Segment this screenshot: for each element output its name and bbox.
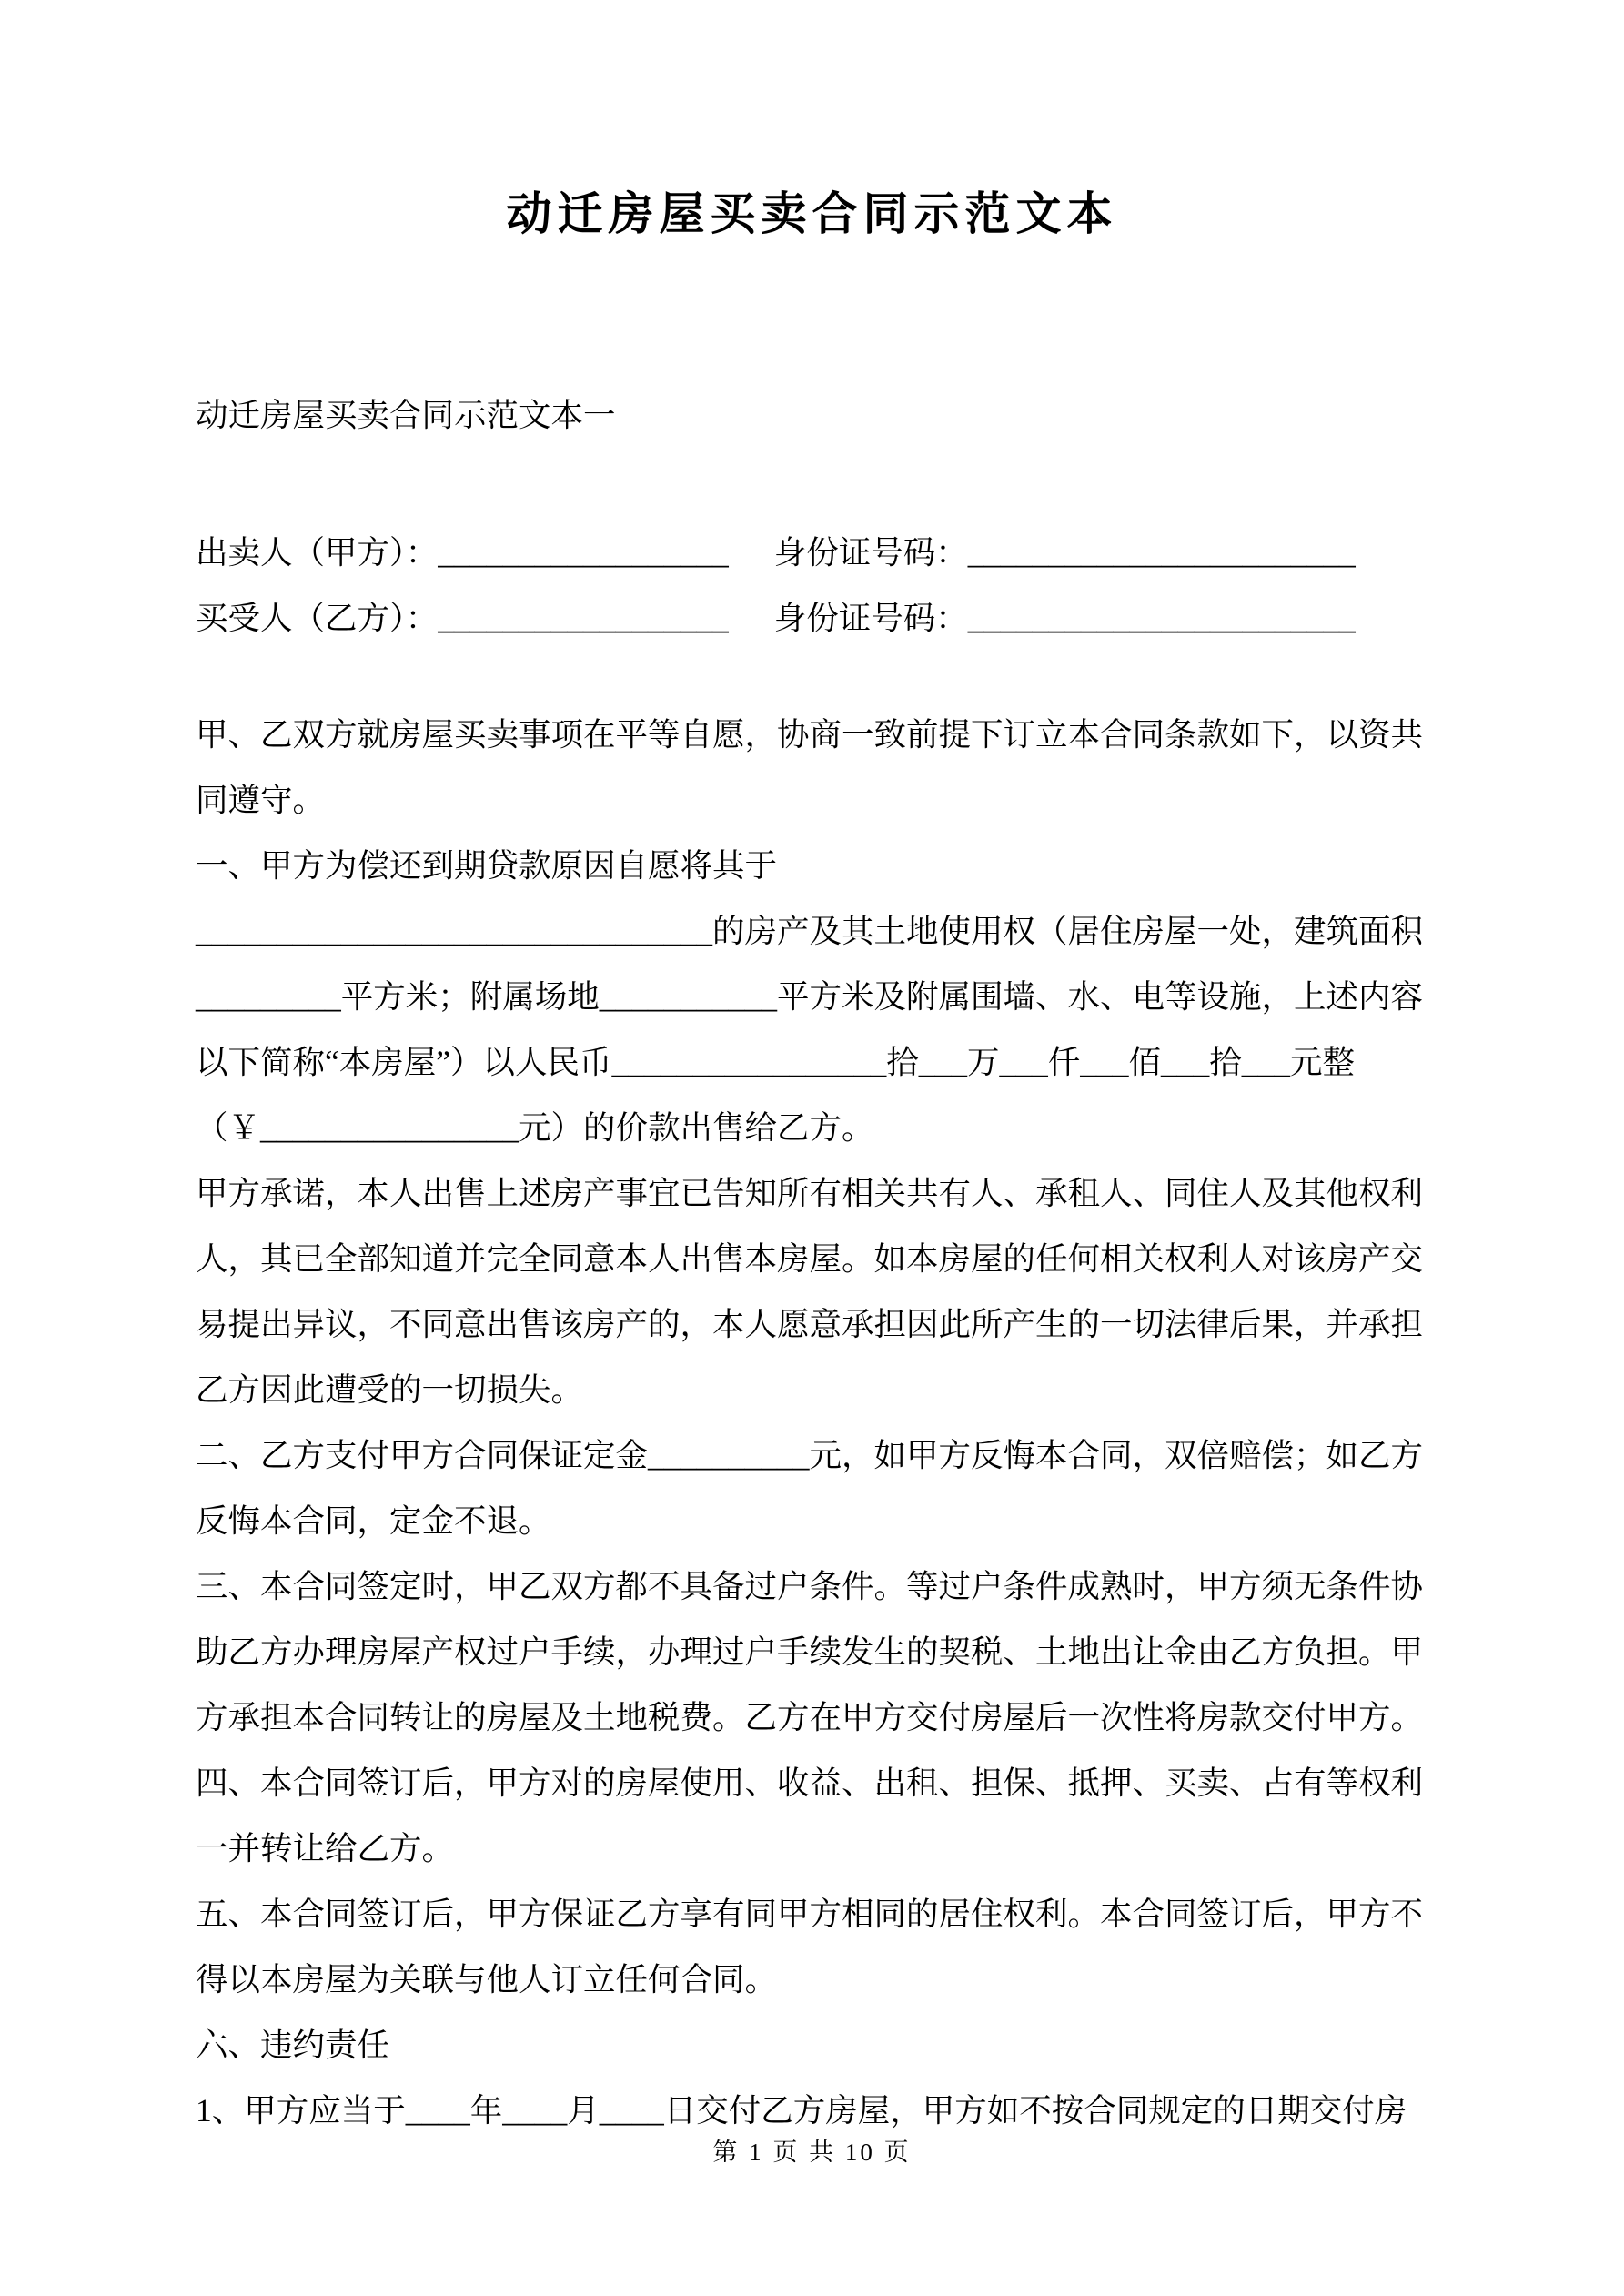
body-line: 三、本合同签定时，甲乙双方都不具备过户条件。等过户条件成熟时，甲方须无条件协 <box>196 1568 1424 1604</box>
buyer-row <box>0 585 1624 651</box>
body-line: 反悔本合同，定金不退。 <box>196 1502 551 1539</box>
body-line: 助乙方办理房屋产权过户手续，办理过户手续发生的契税、土地出让金由乙方负担。甲 <box>196 1633 1424 1670</box>
seller-label: 出卖人（甲方）： <box>196 534 439 571</box>
body-line: 四、本合同签订后，甲方对的房屋使用、收益、出租、担保、抵押、买卖、占有等权利 <box>196 1765 1424 1801</box>
body-line: 六、违约责任 <box>196 2027 390 2063</box>
body-line: 方承担本合同转让的房屋及土地税费。乙方在甲方交付房屋后一次性将房款交付甲方。 <box>196 1699 1424 1735</box>
body-line: 甲方承诺，本人出售上述房产事宜已告知所有相关共有人、承租人、同住人及其他权利 <box>196 1175 1424 1211</box>
body-line: ________________________________的房产及其土地使用权（居住房屋一处，建筑面积 <box>196 913 1424 949</box>
body-line: 易提出异议，不同意出售该房产的，本人愿意承担因此所产生的一切法律后果，并承担 <box>196 1306 1424 1342</box>
document-title: 动迁房屋买卖合同示范文本 <box>506 188 1118 239</box>
body-line: （￥________________元）的价款出售给乙方。 <box>196 1109 874 1146</box>
buyer-id-blank: ________________________ <box>967 600 1356 636</box>
seller-id-blank: ________________________ <box>967 534 1356 571</box>
body-line: 1、甲方应当于____年____月____日交付乙方房屋，甲方如不按合同规定的日期交付房 <box>196 2092 1407 2129</box>
seller-id-label: 身份证号码： <box>773 534 968 571</box>
body-line: 二、乙方支付甲方合同保证定金__________元，如甲方反悔本合同，双倍赔偿；如乙方 <box>196 1437 1424 1473</box>
body-line: 同遵守。 <box>196 782 326 818</box>
body-line: 甲、乙双方就房屋买卖事项在平等自愿，协商一致前提下订立本合同条款如下，以资共 <box>196 716 1424 753</box>
buyer-name-blank: __________________ <box>438 600 729 636</box>
contract-body <box>0 702 1624 2143</box>
buyer-label: 买受人（乙方）： <box>196 600 439 636</box>
buyer-id-label: 身份证号码： <box>773 600 968 636</box>
body-line: 五、本合同签订后，甲方保证乙方享有同甲方相同的居住权利。本合同签订后，甲方不 <box>196 1896 1424 1932</box>
page-footer: 第 1 页 共 10 页 <box>712 2139 912 2166</box>
document-subtitle: 动迁房屋买卖合同示范文本一 <box>196 397 616 433</box>
body-line: 乙方因此遭受的一切损失。 <box>196 1371 584 1408</box>
body-line: _________平方米；附属场地___________平方米及附属围墙、水、电等设施，上述内容 <box>196 978 1424 1015</box>
body-line: 得以本房屋为关联与他人订立任何合同。 <box>196 1961 778 1998</box>
body-line: 以下简称“本房屋”）以人民币_________________拾___万___仟___佰___拾___元整 <box>196 1044 1356 1080</box>
party-section <box>0 520 1624 651</box>
seller-name-blank: __________________ <box>438 534 729 571</box>
body-line: 一并转让给乙方。 <box>196 1830 455 1866</box>
body-line: 一、甲方为偿还到期贷款原因自愿将其于 <box>196 847 778 884</box>
seller-row <box>0 520 1624 585</box>
body-line: 人，其已全部知道并完全同意本人出售本房屋。如本房屋的任何相关权利人对该房产交 <box>196 1240 1424 1277</box>
